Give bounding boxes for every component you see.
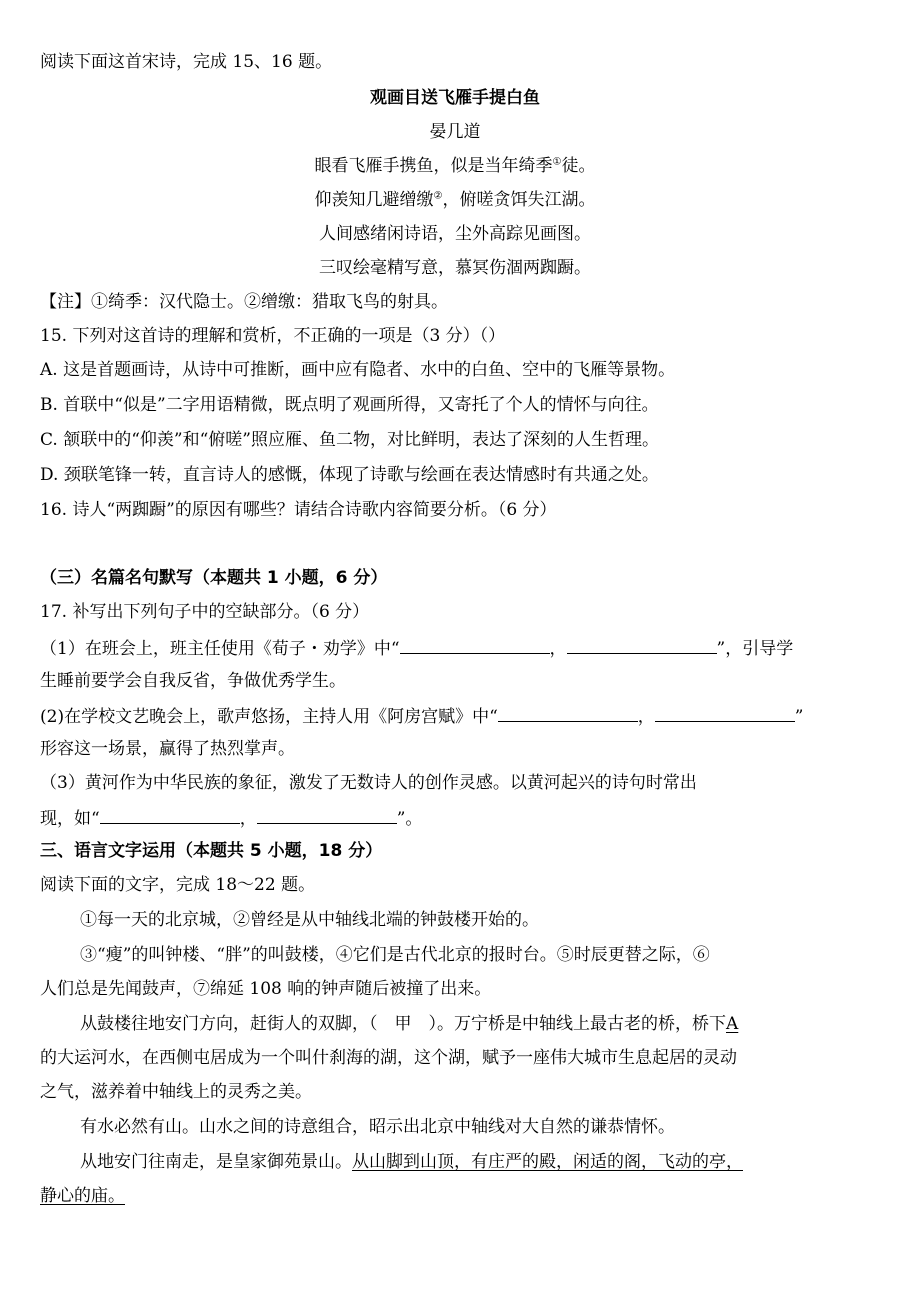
poem-line-4: 三叹绘毫精写意，慕冥伤涸两踟蹰。	[319, 258, 591, 278]
option-b: B. 首联中“似是”二字用语精微，既点明了观画所得，又寄托了个人的情怀与向往。	[40, 395, 659, 415]
poem-note: 【注】①绮季：汉代隐士。②缯缴：猎取飞鸟的射具。	[40, 292, 448, 312]
q17-part-1: （1）在班会上，班主任使用《荀子・劝学》中“ ， ”，引导学	[40, 635, 870, 661]
q17-part-3-cont: 现，如“ ， ”。	[40, 805, 870, 831]
answer-blank[interactable]	[257, 805, 397, 824]
passage-paragraph-2: ③“瘦”的叫钟楼、“胖”的叫鼓楼，④它们是古代北京的报时台。⑤时辰更替之际，⑥	[80, 945, 710, 965]
answer-blank[interactable]	[100, 805, 240, 824]
answer-blank[interactable]	[400, 635, 550, 654]
passage-paragraph-3-end: 之气，滋养着中轴线上的灵秀之美。	[40, 1082, 312, 1102]
section-3-heading: （三）名篇名句默写（本题共 1 小题，6 分）	[40, 568, 388, 588]
passage-paragraph-5-cont	[40, 1184, 870, 1208]
poem-author: 晏几道	[429, 122, 481, 142]
part-3-heading: 三、语言文字运用（本题共 5 小题，18 分）	[40, 841, 383, 861]
underlined-sentence: 从山脚到山顶，有庄严的殿，闲适的阁，飞动的亭，	[352, 1152, 743, 1172]
passage-paragraph-1: ①每一天的北京城，②曾经是从中轴线北端的钟鼓楼开始的。	[80, 910, 539, 930]
question-16: 16. 诗人“两踟蹰”的原因有哪些？请结合诗歌内容简要分析。（6 分）	[40, 500, 557, 520]
passage-paragraph-5: 从地安门往南走，是皇家御苑景山。从山脚到山顶，有庄严的殿，闲适的阁，飞动的亭，	[80, 1152, 743, 1172]
passage-paragraph-3-cont: 的大运河水，在西侧屯居成为一个叫什刹海的湖，这个湖，赋予一座伟大城市生息起居的灵动	[40, 1048, 737, 1068]
answer-blank[interactable]	[655, 703, 795, 722]
reading-intro-poem: 阅读下面这首宋诗，完成 15、16 题。	[40, 52, 333, 72]
q17-part-2: (2)在学校文艺晚会上，歌声悠扬，主持人用《阿房宫赋》中“ ， ”	[40, 703, 870, 729]
option-c: C. 颔联中的“仰羡”和“俯嗟”照应雁、鱼二物，对比鲜明，表达了深刻的人生哲理。	[40, 430, 659, 450]
question-15-stem: 15. 下列对这首诗的理解和赏析，不正确的一项是（3 分）（）	[40, 326, 506, 346]
answer-blank[interactable]	[498, 703, 638, 722]
passage-paragraph-2-cont: 人们总是先闻鼓声，⑦绵延 108 响的钟声随后被撞了出来。	[40, 979, 492, 999]
q17-part-2-cont: 形容这一场景，赢得了热烈掌声。	[40, 739, 295, 759]
passage-paragraph-4: 有水必然有山。山水之间的诗意组合，昭示出北京中轴线对大自然的谦恭情怀。	[80, 1117, 675, 1137]
poem-title: 观画目送飞雁手提白鱼	[370, 88, 540, 108]
poem-line-3: 人间感绪闲诗语，尘外高踪见画图。	[319, 224, 591, 244]
poem-line-2: 仰羡知几避缯缴②，俯嗟贪饵失江湖。	[314, 190, 596, 210]
option-a: A. 这是首题画诗，从诗中可推断，画中应有隐者、水中的白鱼、空中的飞雁等景物。	[40, 360, 676, 380]
marker-a: A	[726, 1014, 739, 1034]
passage-paragraph-3: 从鼓楼往地安门方向，赶街人的双脚，（ 甲 ）。万宁桥是中轴线上最古老的桥，桥下A	[80, 1014, 739, 1034]
underlined-sentence-end: 静心的庙。	[40, 1186, 125, 1206]
reading-intro-passage: 阅读下面的文字，完成 18～22 题。	[40, 875, 316, 895]
question-17-stem: 17. 补写出下列句子中的空缺部分。（6 分）	[40, 602, 370, 622]
poem-line-1: 眼看飞雁手携鱼，似是当年绮季①徒。	[314, 156, 596, 176]
q17-part-3: （3）黄河作为中华民族的象征，激发了无数诗人的创作灵感。以黄河起兴的诗句时常出	[40, 773, 697, 793]
answer-blank[interactable]	[567, 635, 717, 654]
option-d: D. 颈联笔锋一转，直言诗人的感慨，体现了诗歌与绘画在表达情感时有共通之处。	[40, 465, 659, 485]
q17-part-1-cont: 生睡前要学会自我反省，争做优秀学生。	[40, 671, 346, 691]
